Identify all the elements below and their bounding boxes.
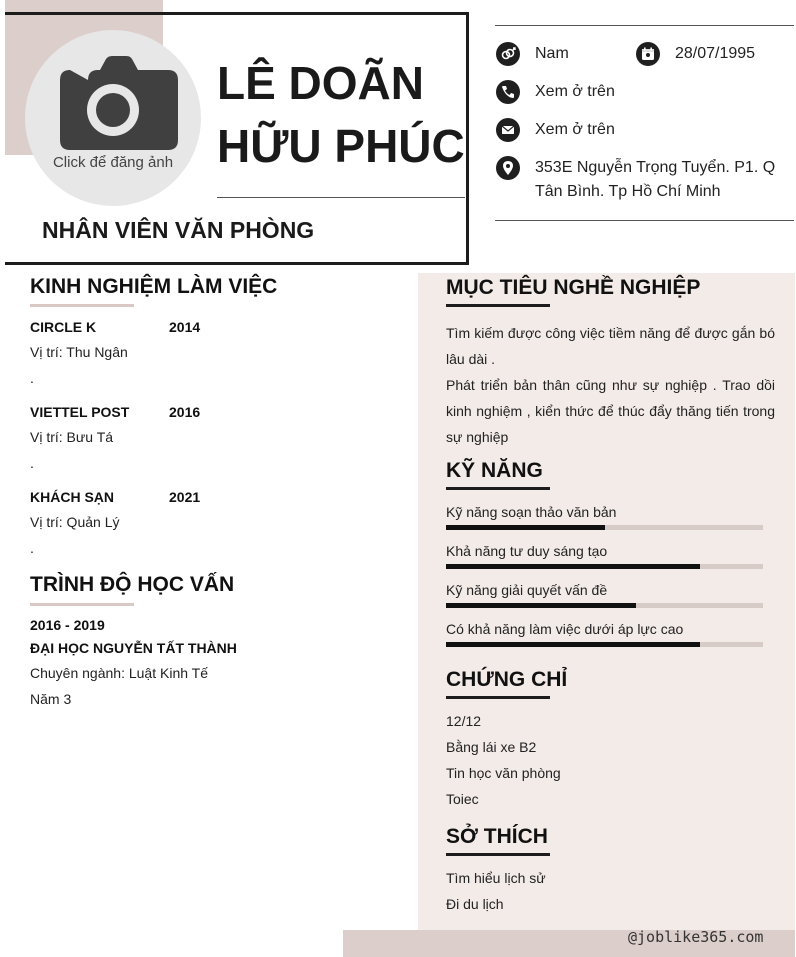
experience-company: KHÁCH SẠN	[30, 489, 114, 505]
gender-icon	[496, 42, 520, 66]
certificate-item: Bằng lái xe B2	[446, 739, 537, 755]
objective-line: lâu dài .	[446, 351, 496, 367]
skill-bar-fill	[446, 564, 700, 569]
experience-position: Vị trí: Quản Lý	[30, 514, 120, 530]
experience-company: CIRCLE K	[30, 319, 97, 335]
email-value: Xem ở trên	[535, 121, 615, 138]
hobby-item: Tìm hiểu lịch sử	[446, 870, 546, 886]
objective-line: kinh nghiệm , kiển thức để thúc đẩy thăng tiến trong	[446, 403, 775, 419]
calendar-icon	[636, 42, 660, 66]
birthday-value: 28/07/1995	[675, 45, 756, 62]
hobby-item: Đi du lịch	[446, 896, 504, 912]
education-period: 2016 - 2019	[30, 617, 105, 633]
name-line-2: HỮU PHÚC	[217, 120, 465, 172]
skill-bar-fill	[446, 642, 700, 647]
experience-position: Vị trí: Bưu Tá	[30, 429, 114, 445]
experience-note: .	[30, 370, 34, 386]
address-line-1: 353E Nguyễn Trọng Tuyển. P1. Q	[535, 159, 776, 176]
experience-note: .	[30, 455, 34, 471]
certificates-title-underline	[446, 696, 550, 699]
education-school: ĐẠI HỌC NGUYỄN TẤT THÀNH	[30, 640, 237, 656]
contact-divider-top	[495, 25, 794, 26]
certificates-title: CHỨNG CHỈ	[446, 668, 568, 691]
experience-title: KINH NGHIỆM LÀM VIỆC	[30, 275, 278, 298]
job-title: NHÂN VIÊN VĂN PHÒNG	[42, 217, 315, 243]
skill-label: Có khả năng làm việc dưới áp lực cao	[446, 621, 684, 637]
skill-bar-fill	[446, 603, 636, 608]
objective-title: MỤC TIÊU NGHỀ NGHIỆP	[446, 276, 701, 299]
hobbies-title-underline	[446, 853, 550, 856]
divider	[217, 197, 465, 198]
avatar-upload[interactable]	[25, 30, 201, 206]
contact-divider-bottom	[495, 220, 794, 221]
experience-year: 2014	[169, 319, 201, 335]
phone-value: Xem ở trên	[535, 83, 615, 100]
name-line-1: LÊ DOÃN	[217, 57, 424, 109]
candidate-name	[217, 52, 465, 178]
objective-title-underline	[446, 304, 550, 307]
skill-label: Kỹ năng giải quyết vấn đề	[446, 582, 608, 598]
objective-text	[446, 320, 775, 450]
experience-note: .	[30, 540, 34, 556]
address	[535, 156, 775, 204]
skill-label: Khả năng tư duy sáng tạo	[446, 543, 608, 559]
certificate-item: Tin học văn phòng	[446, 765, 561, 781]
skill-bar	[446, 642, 763, 647]
mail-icon	[496, 118, 520, 142]
experience-position: Vị trí: Thu Ngân	[30, 344, 128, 360]
skill-bar	[446, 564, 763, 569]
education-title-underline	[30, 603, 134, 606]
gender-value: Nam	[535, 45, 569, 62]
location-pin-icon	[496, 156, 520, 180]
phone-icon	[496, 80, 520, 104]
objective-line: sự nghiệp	[446, 429, 509, 445]
certificate-item: 12/12	[446, 713, 482, 729]
experience-year: 2021	[169, 489, 201, 505]
skills-title: KỸ NĂNG	[446, 459, 543, 482]
skill-bar	[446, 603, 763, 608]
skill-bar-fill	[446, 525, 605, 530]
hobbies-title: SỞ THÍCH	[446, 825, 548, 848]
experience-company: VIETTEL POST	[30, 404, 130, 420]
education-year: Năm 3	[30, 691, 72, 707]
objective-line: Tìm kiếm được công việc tiềm năng để được gắn bó	[446, 325, 775, 341]
address-line-2: Tân Bình. Tp Hồ Chí Minh	[535, 183, 721, 200]
skill-bar	[446, 525, 763, 530]
objective-line: Phát triển bản thân cũng như sự nghiệp . Trao dồi	[446, 377, 775, 393]
certificate-item: Toiec	[446, 791, 479, 807]
experience-title-underline	[30, 304, 134, 307]
watermark: @joblike365.com	[628, 928, 764, 946]
skill-label: Kỹ năng soạn thảo văn bản	[446, 504, 617, 520]
education-title: TRÌNH ĐỘ HỌC VẤN	[30, 573, 235, 596]
camera-icon	[25, 30, 201, 160]
avatar-upload-label: Click để đăng ảnh	[52, 154, 174, 171]
education-major: Chuyên ngành: Luật Kinh Tế	[30, 665, 208, 681]
skills-title-underline	[446, 487, 550, 490]
experience-year: 2016	[169, 404, 201, 420]
